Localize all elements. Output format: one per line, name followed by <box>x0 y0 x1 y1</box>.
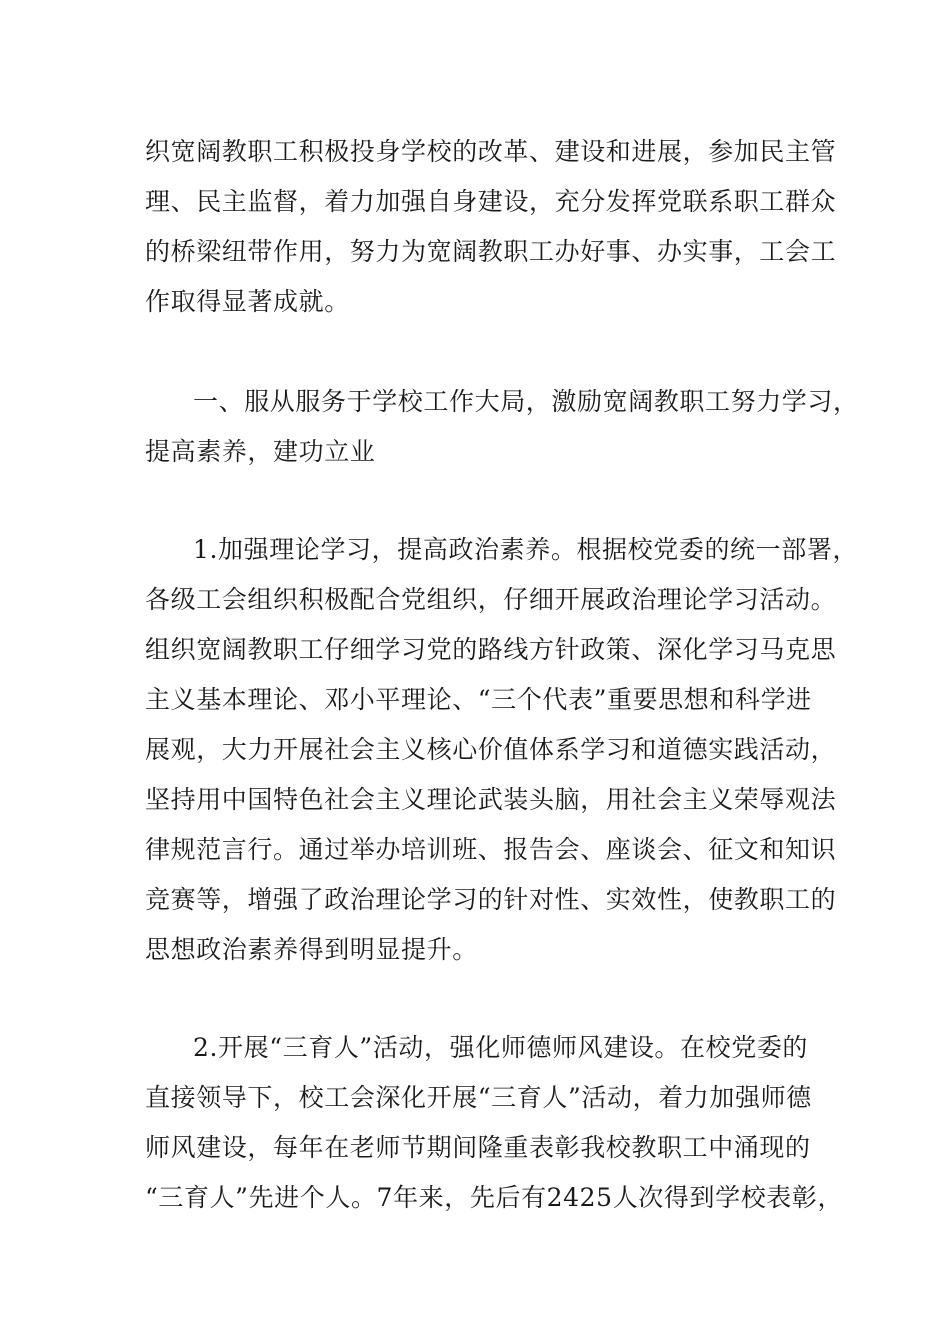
paragraph-line: 织宽阔教职工积极投身学校的改革、建设和进展，参加民主管 <box>145 137 837 166</box>
paragraph-line: 主义基本理论、邓小平理论、“三个代表”重要思想和科学进 <box>145 685 812 714</box>
section-heading-line: 一、服从服务于学校工作大局，激励宽阔教职工努力学习， <box>193 387 859 416</box>
paragraph-line: 2.开展“三育人”活动，强化师德师风建设。在校党委的 <box>193 1033 809 1062</box>
paragraph-line: 坚持用中国特色社会主义理论武装头脑，用社会主义荣辱观法 <box>145 785 837 814</box>
paragraph-line: 的桥梁纽带作用，努力为宽阔教职工办好事、办实事，工会工 <box>145 237 837 266</box>
paragraph-line: “三育人”先进个人。7年来，先后有2425人次得到学校表彰， <box>145 1183 844 1212</box>
paragraph-line: 展观，大力开展社会主义核心价值体系学习和道德实践活动， <box>145 735 837 764</box>
paragraph-line: 师风建设，每年在老师节期间隆重表彰我校教职工中涌现的 <box>145 1133 811 1162</box>
section-heading-line: 提高素养，建功立业 <box>145 437 376 466</box>
paragraph-line: 各级工会组织积极配合党组织，仔细开展政治理论学习活动。 <box>145 585 837 614</box>
paragraph-line: 理、民主监督，着力加强自身建设，充分发挥党联系职工群众 <box>145 187 837 216</box>
paragraph-line: 竞赛等，增强了政治理论学习的针对性、实效性，使教职工的 <box>145 885 837 914</box>
paragraph-line: 组织宽阔教职工仔细学习党的路线方针政策、深化学习马克思 <box>145 635 837 664</box>
paragraph-line: 律规范言行。通过举办培训班、报告会、座谈会、征文和知识 <box>145 835 837 864</box>
paragraph-line: 直接领导下，校工会深化开展“三育人”活动，着力加强师德 <box>145 1083 812 1112</box>
paragraph-line: 思想政治素养得到明显提升。 <box>145 935 478 964</box>
paragraph-line: 1.加强理论学习，提高政治素养。根据校党委的统一部署， <box>193 535 859 564</box>
paragraph-line: 作取得显著成就。 <box>145 287 350 316</box>
